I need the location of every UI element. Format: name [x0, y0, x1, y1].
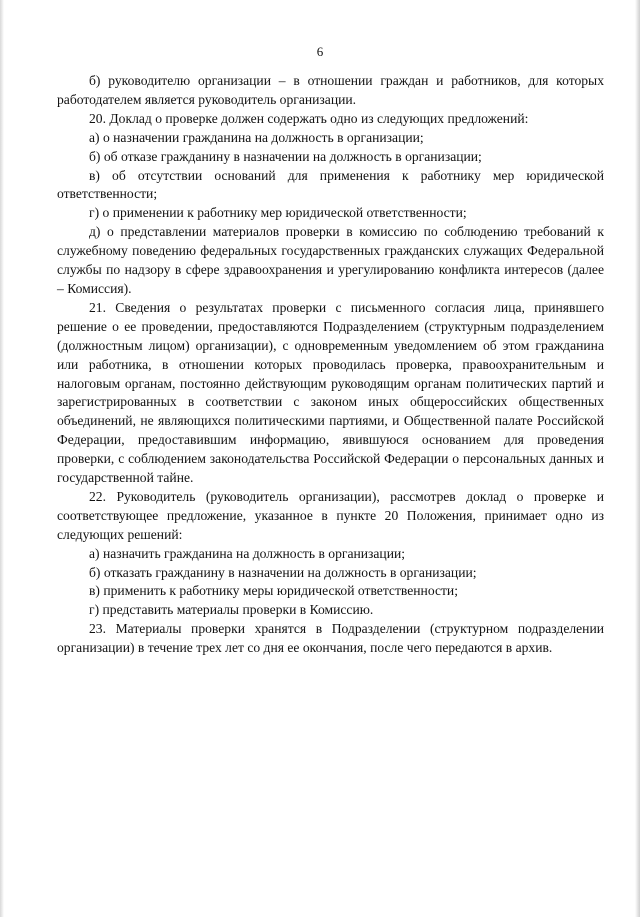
paragraph-20b: б) об отказе гражданину в назначении на должность в организации;: [89, 148, 482, 164]
paragraph-22: 22. Руководитель (руководитель организации), рассмотрев доклад о проверке и соответствующее предложение, указанное в пункте 20 Положения, принимает одно из следующих решений:: [57, 488, 604, 542]
paragraph-20: 20. Доклад о проверке должен содержать одно из следующих предложений:: [89, 110, 529, 126]
paragraph-20d: д) о представлении материалов проверки в комиссию по соблюдению требований к служебному поведению федеральных государственных гражданских служащих Федеральной службы по надзору в сфере здравоохранения и урегулированию конфликта интересов (далее – Комиссия).: [57, 224, 604, 296]
scan-edge-right: [635, 0, 640, 917]
paragraph-21: 21. Сведения о результатах проверки с письменного согласия лица, принявшего решение о ее проведении, предоставляются Подразделением (структурным подразделением (должностным лицом) организации), с одновременным уведомлением об этом гражданина или работника, в отношении которых проводилась проверка, правоохранительным и налоговым органам, постоянно действующим руководящим органам политических партий и зарегистрированных в соответствии с законом иных общероссийских общественных объединений, не являющихся политическими партиями, и Общественной палате Российской Федерации, предоставившим информацию, явившуюся основанием для проведения проверки, с соблюдением законодательства Российской Федерации о персональных данных и государственной тайне.: [57, 299, 604, 486]
scan-edge-left: [0, 0, 4, 917]
paragraph-22v: в) применить к работнику меры юридической ответственности;: [89, 583, 458, 599]
paragraph-20g: г) о применении к работнику мер юридической ответственности;: [89, 205, 467, 221]
paragraph-23: 23. Материалы проверки хранятся в Подразделении (структурном подразделении организации) в течение трех лет со дня ее окончания, после чего передаются в архив.: [57, 621, 604, 656]
paragraph-19b: б) руководителю организации – в отношении граждан и работников, для которых работодателем является руководитель организации.: [57, 73, 604, 107]
paragraph-20v: в) об отсутствии оснований для применения к работнику мер юридической ответственности;: [57, 167, 604, 202]
document-body: [57, 72, 604, 658]
paragraph-22b: б) отказать гражданину в назначении на должность в организации;: [89, 564, 477, 580]
paragraph-22g: г) представить материалы проверки в Комиссию.: [89, 602, 374, 618]
paragraph-20a: а) о назначении гражданина на должность в организации;: [89, 129, 424, 145]
page-number: 6: [316, 44, 324, 59]
paragraph-22a: а) назначить гражданина на должность в организации;: [89, 545, 406, 561]
